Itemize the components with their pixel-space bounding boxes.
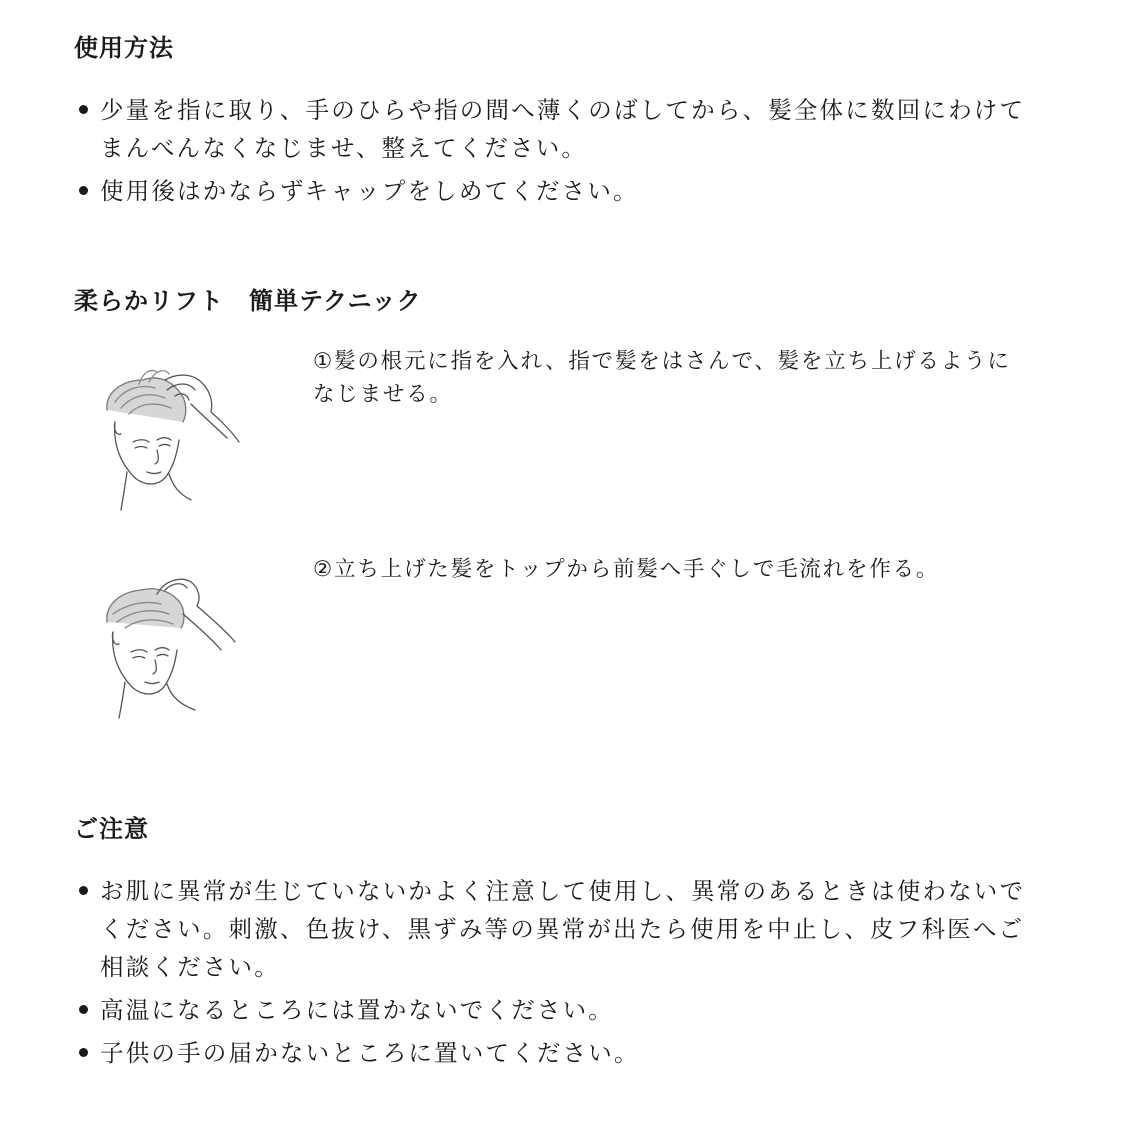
technique-step-2-text: ②立ち上げた髪をトップから前髪へ手ぐしで毛流れを作る。 bbox=[313, 557, 940, 582]
usage-list bbox=[74, 91, 1034, 215]
technique-step-1-text: ①髪の根元に指を入れ、指で髪をはさんで、髪を立ち上げるようになじませる。 bbox=[313, 349, 1011, 407]
caution-list bbox=[74, 872, 1034, 1077]
caution-item: 子供の手の届かないところに置いてください。 bbox=[74, 1034, 1034, 1072]
technique-heading: 柔らかリフト 簡単テクニック bbox=[74, 287, 422, 315]
caution-item: 高温になるところには置かないでください。 bbox=[74, 991, 1034, 1029]
usage-heading: 使用方法 bbox=[74, 34, 174, 62]
man-combing-hair-forward-illustration bbox=[95, 570, 245, 720]
man-lifting-hair-roots-illustration bbox=[95, 362, 245, 512]
usage-item: 少量を指に取り、手のひらや指の間へ薄くのばしてから、髪全体に数回にわけてまんべんなくなじませ、整えてください。 bbox=[74, 91, 1034, 167]
usage-item: 使用後はかならずキャップをしめてください。 bbox=[74, 172, 1034, 210]
caution-heading: ご注意 bbox=[74, 815, 149, 843]
caution-item: お肌に異常が生じていないかよく注意して使用し、異常のあるときは使わないでください。刺激、色抜け、黒ずみ等の異常が出たら使用を中止し、皮フ科医へご相談ください。 bbox=[74, 872, 1034, 986]
